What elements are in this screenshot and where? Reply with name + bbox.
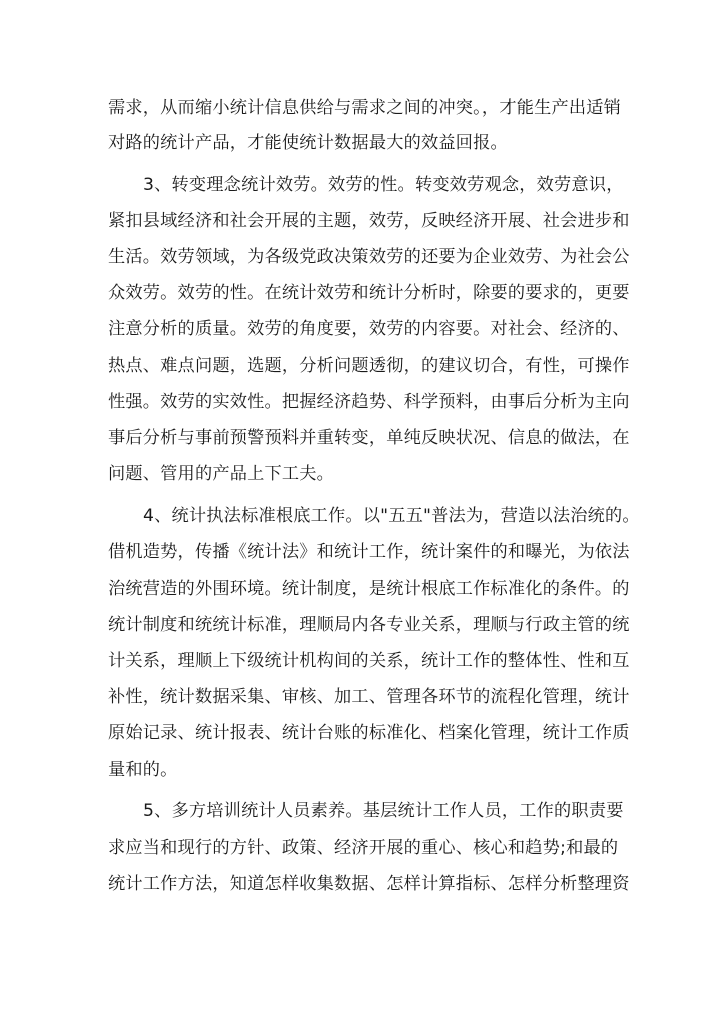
text-line: 借机造势，传播《统计法》和统计工作，统计案件的和曝光，为依法 <box>108 542 630 562</box>
text-line: 生活。效劳领域，为各级党政决策效劳的还要为企业效劳、为社会公 <box>108 247 630 267</box>
text-line: 计关系，理顺上下级统计机构间的关系，统计工作的整体性、性和互 <box>108 651 630 671</box>
text-line: 需求，从而缩小统计信息供给与需求之间的冲突。，才能生产出适销 <box>108 98 622 118</box>
text-line: 事后分析与事前预警预料并重转变，单纯反映状况、信息的做法，在 <box>108 428 630 448</box>
text-line: 统计制度和统统计标准，理顺局内各专业关系，理顺与行政主管的统 <box>108 615 630 635</box>
text-line: 注意分析的质量。效劳的角度要，效劳的内容要。对社会、经济的、 <box>108 319 630 339</box>
text-line: 紧扣县域经济和社会开展的主题，效劳，反映经济开展、社会进步和 <box>108 211 630 231</box>
text-line: 量和的。 <box>108 760 178 780</box>
text-line: 众效劳。效劳的性。在统计效劳和统计分析时，除要的要求的，更要 <box>108 283 630 303</box>
paragraph-4-start: 4、统计执法标准根底工作。以"五五"普法为，营造以法治统的。 <box>143 506 640 526</box>
paragraph-3-start: 3、转变理念统计效劳。效劳的性。转变效劳观念，效劳意识， <box>143 175 624 195</box>
text-line: 求应当和现行的方针、政策、经济开展的重心、核心和趋势;和最的 <box>108 838 619 858</box>
text-line: 性强。效劳的实效性。把握经济趋势、科学预料，由事后分析为主向 <box>108 392 630 412</box>
text-line: 原始记录、统计报表、统计台账的标准化、档案化管理，统计工作质 <box>108 723 630 743</box>
text-line: 补性，统计数据采集、审核、加工、管理各环节的流程化管理，统计 <box>108 687 630 707</box>
text-line: 统计工作方法，知道怎样收集数据、怎样计算指标、怎样分析整理资 <box>108 874 630 894</box>
text-line: 热点、难点问题，选题，分析问题透彻，的建议切合，有性，可操作 <box>108 356 630 376</box>
text-line: 治统营造的外围环境。统计制度，是统计根底工作标准化的条件。的 <box>108 579 630 599</box>
paragraph-5-start: 5、多方培训统计人员素养。基层统计工作人员，工作的职责要 <box>143 801 624 821</box>
text-line: 问题、管用的产品上下工夫。 <box>108 464 335 484</box>
text-line: 对路的统计产品，才能使统计数据最大的效益回报。 <box>108 133 508 153</box>
